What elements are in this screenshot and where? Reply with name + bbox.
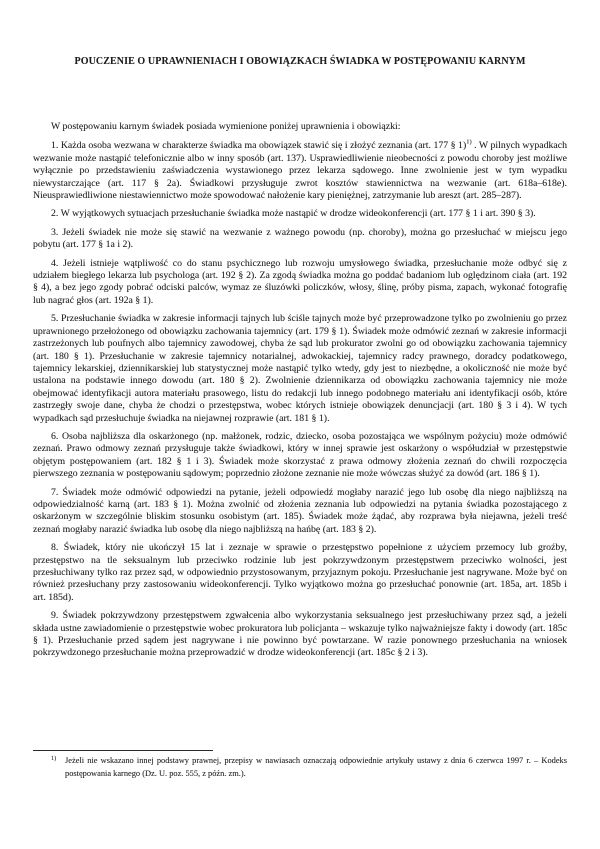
footnote-ref-marker: 1) [466, 139, 472, 147]
paragraph-1 [33, 140, 567, 202]
footnote-area [33, 750, 567, 781]
paragraph-5: 5. Przesłuchanie świadka w zakresie informacji tajnych lub ściśle tajnych może być przeprowadzone tylko po zwolnieniu go przez uprawnionego przełożonego od obowiązku zachowania tajemnicy (art. 179 § 1). Świadek może odmówić zeznań w zakresie informacji zastrzeżonych lub poufnych albo tajemnicy zawodowej, chyba że sąd lub prokurator zwolni go od obowiązku zachowania tajemnicy (art. 180 § 1). Przesłuchanie w zakresie tajemnicy notarialnej, adwokackiej, tajemnicy radcy prawnego, doradcy podatkowego, tajemnicy lekarskiej, dziennikarskiej lub statystycznej może nastąpić tylko wtedy, gdy jest to niezbędne, a okoliczność nie może być ustalona na podstawie innego dowodu (art. 180 § 2). Zwolnienie dziennikarza od obowiązku zachowania tajemnicy nie może obejmować identyfikacji autora materiału prasowego, listu do redakcji lub innego podobnego materiału ani identyfikacji osób, które zastrzegły swoje dane, chyba że chodzi o przestępstwa, wobec których istnieje obowiązek denuncjacji (art. 180 § 3 i 4). W tych wypadkach sąd przesłuchuje świadka na niejawnej rozprawie (art. 181 § 1). [33, 313, 567, 424]
paragraph-2: 2. W wyjątkowych sytuacjach przesłuchanie świadka może nastąpić w drodze wideokonferencji (art. 177 § 1 i art. 390 § 3). [51, 208, 536, 220]
footnote [33, 755, 567, 781]
document-title: POUCZENIE O UPRAWNIENIACH I OBOWIĄZKACH ŚWIADKA W POSTĘPOWANIU KARNYM [74, 56, 526, 67]
paragraph-3: 3. Jeżeli świadek nie może się stawić na wezwanie z ważnego powodu (np. choroby), można go przesłuchać w miejscu jego pobytu (art. 177 § 1a i 2). [33, 226, 567, 251]
paragraph-7: 7. Świadek może odmówić odpowiedzi na pytanie, jeżeli odpowiedź mogłaby narazić jego lub osobę dla niego najbliższą na odpowiedzialność karną (art. 183 § 1). Można zwolnić od złożenia zeznania lub odpowiedzi na pytania świadka pozostającego z oskarżonym w szczególnie bliskim stosunku osobistym (art. 185). Świadek może żądać, aby rozprawa była niejawna, jeżeli treść zeznań mogłaby narazić świadka lub osobę dla niego najbliższą na hańbę (art. 183 § 2). [33, 486, 567, 535]
footnote-separator [33, 750, 213, 751]
paragraph-6: 6. Osoba najbliższa dla oskarżonego (np. małżonek, rodzic, dziecko, osoba pozostająca we wspólnym pożyciu) może odmówić zeznań. Prawo odmowy zeznań przysługuje także świadkowi, który w innej sprawie jest oskarżony o współudział w przestępstwie objętym postępowaniem (art. 182 § 1 i 3). Świadek może skorzystać z prawa odmowy złożenia zeznań do chwili rozpoczęcia pierwszego zeznania w postępowaniu sądowym; poprzednio złożone zeznanie nie może wówczas służyć za dowód (art. 186 § 1). [33, 430, 567, 480]
paragraph-1-text-after-ref: . W pilnych wypadkach wezwanie może nastąpić telefonicznie albo w inny sposób (art. 137). Usprawiedliwienie nieobecności z powodu choroby jest możliwe wyłącznie po przedstawieniu zaświadczenia wystawionego przez lekarza sądowego. Inne zwolnienie jest w tym wypadku niewystarczające (art. 117 § 2a). Świadkowi przysługuje zwrot kosztów stawiennictwa na wezwanie (art. 618a–618e). Nieusprawiedliwione niestawiennictwo może spowodować nałożenie kary pieniężnej, zatrzymanie lub areszt (art. 285–287). [33, 140, 567, 202]
footnote-marker: 1) [51, 755, 57, 762]
footnote-text: Jeżeli nie wskazano innej podstawy prawnej, przepisy w nawiasach oznaczają odpowiednie artykuły ustawy z dnia 6 czerwca 1997 r. – Kodeks postępowania karnego (Dz. U. poz. 555, z późn. zm.). [65, 756, 567, 778]
paragraph-4: 4. Jeżeli istnieje wątpliwość co do stanu psychicznego lub rozwoju umysłowego świadka, przesłuchanie może odbyć się z udziałem biegłego lekarza lub psychologa (art. 192 § 2). Za zgodą świadka można go poddać badaniom lub oględzinom ciała (art. 192 § 4), a bez jego zgody pobrać odciski palców, wymaz ze śluzówki policzków, włosy, ślinę, próby pisma, zapach, wykonać fotografię lub nagrać głos (art. 192a § 1). [33, 257, 567, 306]
paragraph-8: 8. Świadek, który nie ukończył 15 lat i zeznaje w sprawie o przestępstwo popełnione z użyciem przemocy lub groźby, przestępstwo na tle seksualnym lub przeciwko rodzinie lub jest pokrzywdzonym przestępstwem przeciwko wolności, jest przesłuchiwany tylko raz przez sąd, w odpowiednio przystosowanym, przyjaznym pokoju. Przesłuchanie jest nagrywane. Może być on również przesłuchany przy zastosowaniu wideokonferencji. Tylko wyjątkowo można go przesłuchać ponownie (art. 185a, art. 185b i art. 185d). [33, 542, 567, 603]
paragraph-9: 9. Świadek pokrzywdzony przestępstwem zgwałcenia albo wykorzystania seksualnego jest przesłuchiwany przez sąd, a jeżeli składa ustne zawiadomienie o przestępstwie wobec prokuratora lub policjanta – wskazuje tylko najważniejsze fakty i dowody (art. 185c § 1). Przesłuchanie przed sądem jest nagrywane i nie powinno być powtarzane. W razie ponownego przesłuchania na wniosek pokrzywdzonego przesłuchanie można przeprowadzić w drodze wideokonferencji (art. 185c § 2 i 3). [33, 610, 567, 659]
intro-paragraph: W postępowaniu karnym świadek posiada wymienione poniżej uprawnienia i obowiązki: [51, 121, 401, 132]
paragraph-1-text-before-ref: 1. Każda osoba wezwana w charakterze świadka ma obowiązek stawić się i złożyć zeznania (art. 177 § 1) [51, 140, 467, 152]
